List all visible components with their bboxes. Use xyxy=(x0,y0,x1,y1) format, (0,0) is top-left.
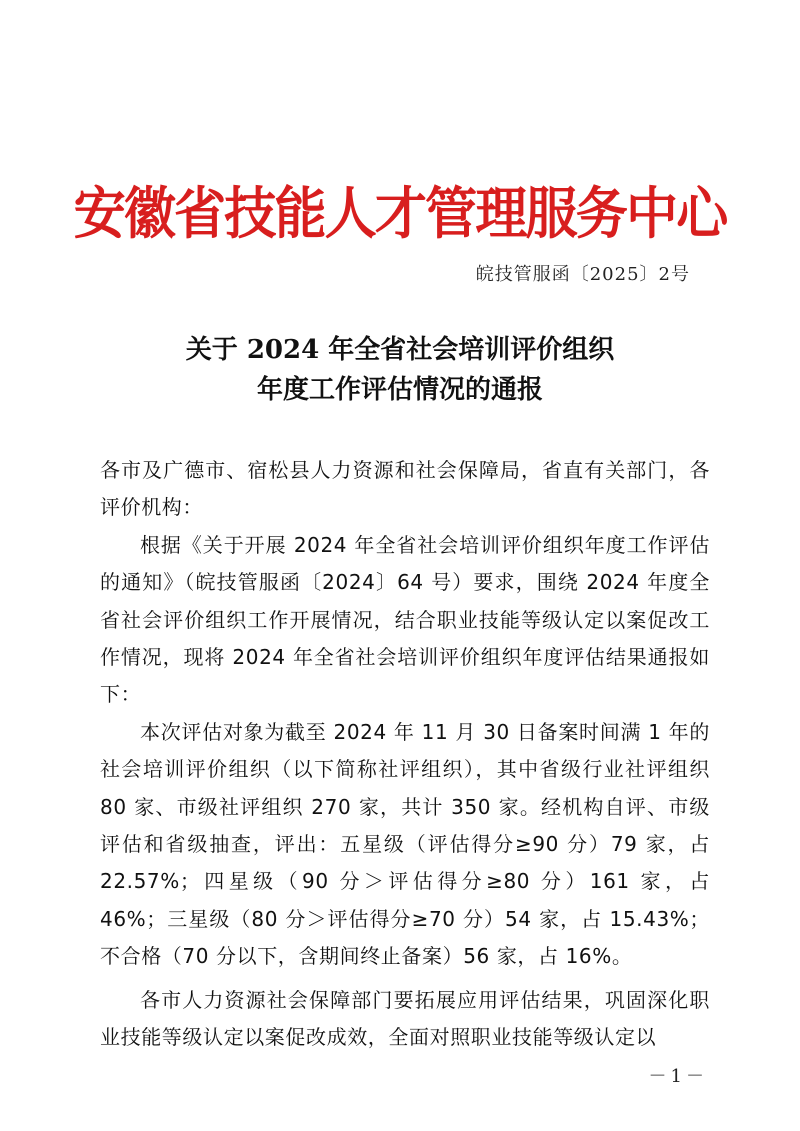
paragraph-1: 根据《关于开展 2024 年全省社会培训评价组织年度工作评估的通知》（皖技管服函〔2024〕64 号）要求，围绕 2024 年度全省社会评价组织工作开展情况，结合职业技能等级认定以案促改工作情况，现将 2024 年全省社会培训评价组织年度评估结果通报如下： xyxy=(100,532,710,707)
page-number: －1－ xyxy=(648,1066,708,1087)
salutation: 各市及广德市、宿松县人力资源和社会保障局，省直有关部门，各评价机构： xyxy=(100,458,710,520)
document-body xyxy=(100,452,710,1057)
paragraph-3: 各市人力资源社会保障部门要拓展应用评估结果，巩固深化职业技能等级认定以案促改成效，全面对照职业技能等级认定以 xyxy=(100,987,710,1050)
title-line-1: 关于 2024 年全省社会培训评价组织 xyxy=(185,335,615,365)
document-number: 皖技管服函〔2025〕2号 xyxy=(475,264,690,285)
paragraph-2: 本次评估对象为截至 2024 年 11 月 30 日备案时间满 1 年的社会培训评价组织（以下简称社评组织），其中省级行业社评组织 80 家、市级社评组织 270 家，共计 350 家。经机构自评、市级评估和省级抽查，评出：五星级（评估得分≥90 分）79 家，占 22.57%；四星级（90 分＞评估得分≥80 分）161 家，占 46%；三星级（80 分＞评估得分≥70 分）54 家，占 15.43%；不合格（70 分以下，含期间终止备案）56 家，占 16%。 xyxy=(100,719,710,969)
document-title xyxy=(0,330,800,410)
organization-header: 安徽省技能人才管理服务中心 xyxy=(73,181,727,247)
title-line-2: 年度工作评估情况的通报 xyxy=(256,375,543,405)
